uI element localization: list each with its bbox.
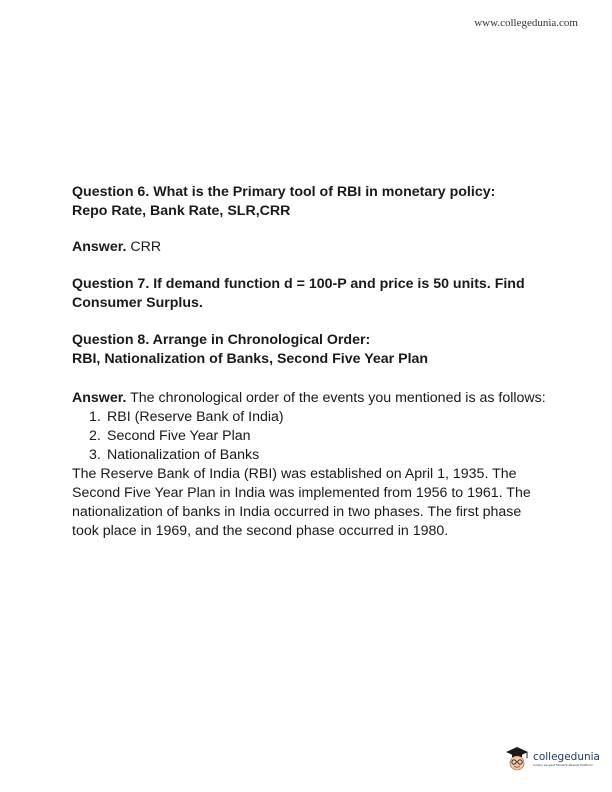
question-6-line-2: Repo Rate, Bank Rate, SLR,CRR — [72, 203, 291, 219]
question-6-line-1: Question 6. What is the Primary tool of RBI in monetary policy: — [72, 184, 496, 200]
logo-tagline: India's Largest Student Review Platform — [533, 762, 593, 767]
paragraph-line: took place in 1969, and the second phase occurred in 1980. — [72, 523, 449, 539]
answer-8-text: The chronological order of the events you mentioned is as follows: — [126, 390, 546, 406]
answer-6 — [72, 238, 552, 257]
logo-name: collegedunia — [533, 750, 600, 763]
answer-8 — [72, 389, 552, 408]
collegedunia-logo — [503, 746, 600, 772]
answer-6-text: CRR — [126, 239, 162, 255]
question-8-line-2: RBI, Nationalization of Banks, Second Five Year Plan — [72, 351, 429, 367]
list-item — [72, 446, 552, 465]
question-7-line-2: Consumer Surplus. — [72, 295, 203, 311]
explanation-paragraph — [72, 465, 552, 541]
answer-6-label: Answer. — [72, 239, 127, 255]
list-item-number: 3. — [89, 447, 101, 463]
question-7-line-1: Question 7. If demand function d = 100-P and price is 50 units. Find — [72, 276, 525, 292]
question-8-line-1: Question 8. Arrange in Chronological Order: — [72, 332, 371, 348]
mascot-icon — [503, 746, 531, 772]
list-item-text: Nationalization of Banks — [107, 447, 260, 463]
answer-8-label: Answer. — [72, 390, 127, 406]
list-item-number: 2. — [89, 428, 101, 444]
list-item-text: RBI (Reserve Bank of India) — [107, 409, 284, 425]
paragraph-line: Second Five Year Plan in India was implemented from 1956 to 1961. The — [72, 485, 531, 501]
list-item — [72, 427, 552, 446]
header-url: www.collegedunia.com — [474, 17, 578, 29]
list-item-number: 1. — [89, 409, 101, 425]
chronological-list — [72, 408, 552, 465]
paragraph-line: nationalization of banks in India occurred in two phases. The first phase — [72, 504, 522, 520]
list-item — [72, 408, 552, 427]
paragraph-line: The Reserve Bank of India (RBI) was established on April 1, 1935. The — [72, 466, 517, 482]
document-content — [72, 183, 552, 541]
list-item-text: Second Five Year Plan — [107, 428, 251, 444]
